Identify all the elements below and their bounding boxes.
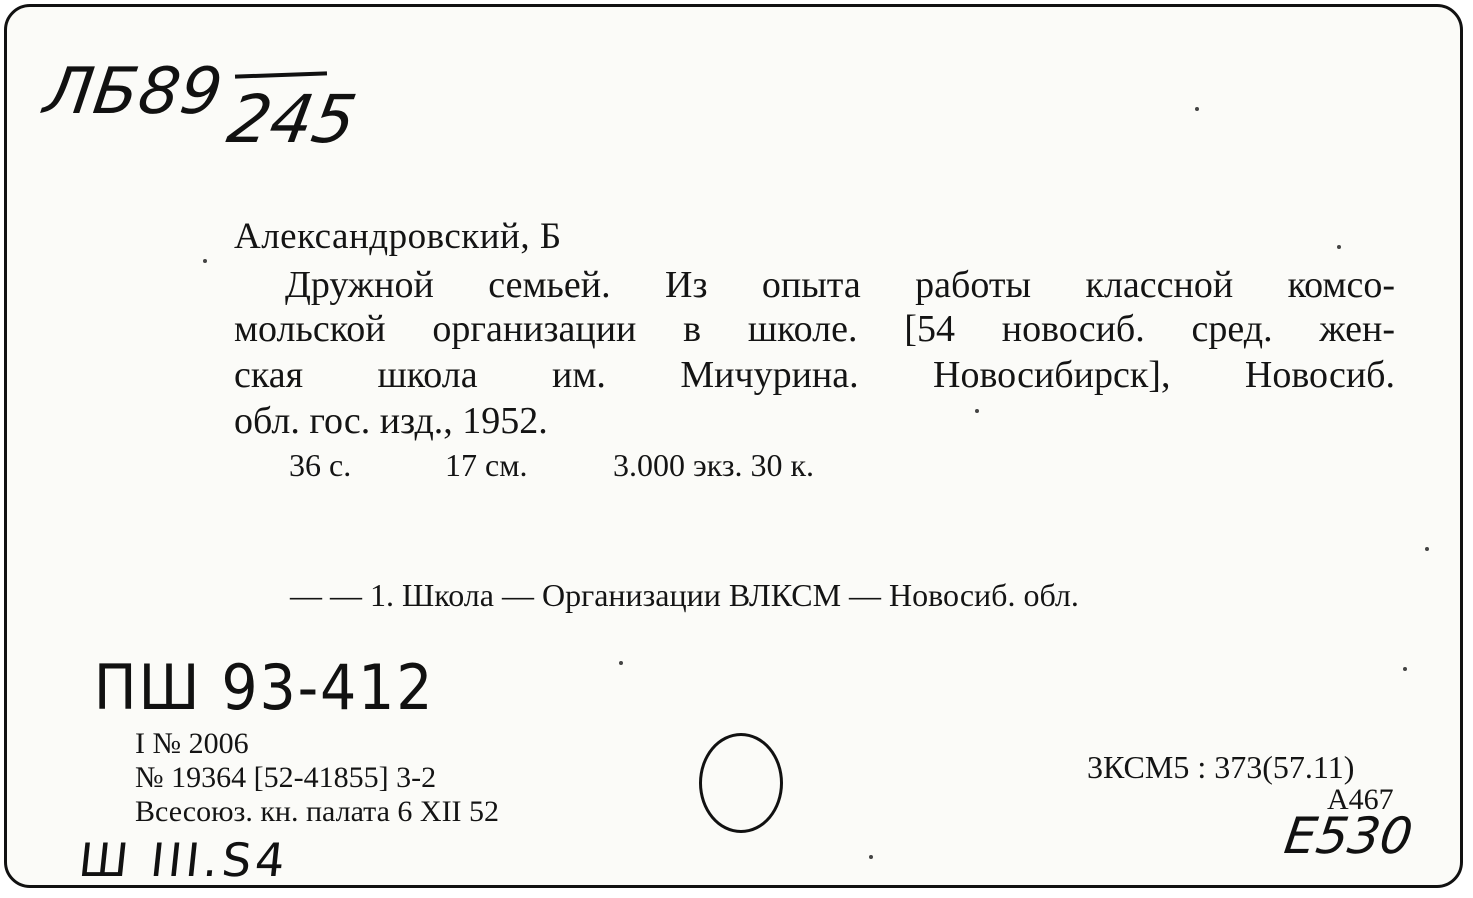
handwritten-bottom-right-code: Е530 [1280, 807, 1417, 865]
handwritten-call-suffix: 245 [222, 81, 362, 158]
title-line-1: Дружной семьей. Из опыта работы классной комсо- [285, 264, 1395, 306]
speck [975, 409, 979, 413]
collation-pages: 36 с. [289, 447, 352, 483]
title-line-4: обл. гос. изд., 1952. [234, 400, 548, 442]
punch-hole [699, 733, 783, 833]
collation-copies-price: 3.000 экз. 30 к. [613, 447, 815, 483]
speck [619, 661, 623, 665]
registration-line-3: Всесоюз. кн. палата 6 XII 52 [135, 795, 500, 828]
handwritten-stamp-code: ПШ 93-412 [93, 651, 435, 724]
registration-line-2: № 19364 [52-41855] 3-2 [135, 761, 437, 794]
speck [1425, 547, 1429, 551]
subject-heading: — — 1. Школа — Организации ВЛКСМ — Новосиб. обл. [290, 577, 1079, 613]
registration-line-1: I № 2006 [135, 727, 249, 760]
speck [869, 855, 873, 859]
speck [1403, 667, 1407, 671]
handwritten-call-number: ЛБ89 [39, 55, 228, 129]
classification-index: 3КСМ5 : 373(57.11) [1087, 749, 1355, 785]
title-line-2: мольской организации в школе. [54 новосиб. сред. жен- [234, 308, 1395, 350]
catalog-card [4, 4, 1463, 888]
author-heading: Александровский, Б [234, 216, 562, 257]
author-mark: А467 [1327, 783, 1394, 816]
collation-size: 17 см. [445, 447, 528, 483]
title-line-3: ская школа им. Мичурина. Новосибирск], Новосиб. [234, 354, 1395, 396]
handwritten-overline [235, 71, 327, 78]
speck [1195, 107, 1199, 111]
speck [1337, 245, 1341, 249]
speck [203, 259, 207, 263]
handwritten-bottom-note: Ш III.S4 [76, 833, 292, 887]
